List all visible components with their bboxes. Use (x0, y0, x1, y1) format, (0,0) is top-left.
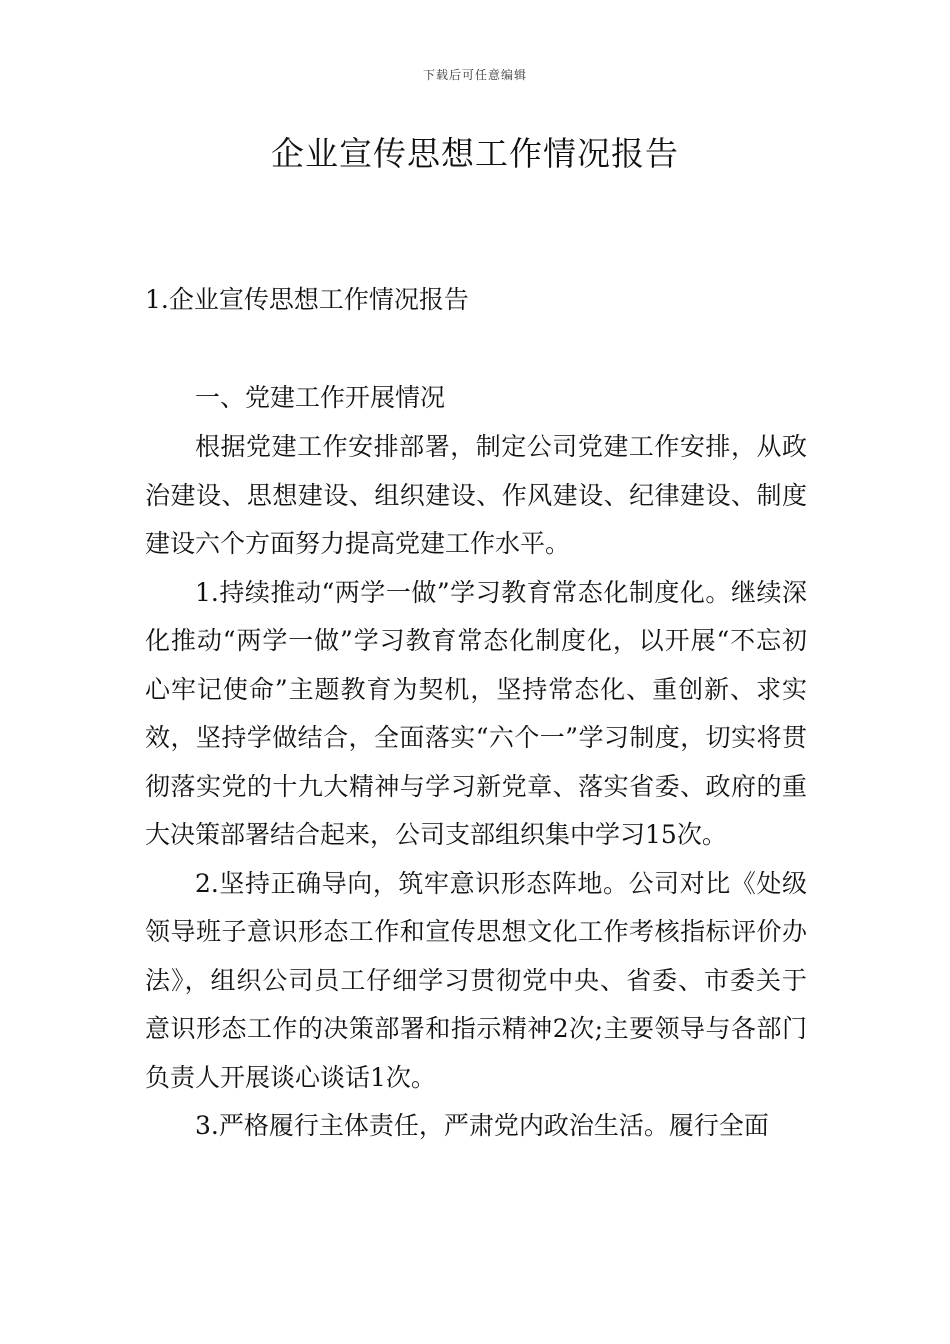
paragraph-item-3: 3.严格履行主体责任，严肃党内政治生活。履行全面 (195, 1111, 769, 1140)
body-text (145, 423, 807, 1151)
paragraph-item-2: 2.坚持正确导向，筑牢意识形态阵地。公司对比《处级领导班子意识形态工作和宣传思想文化工作考核指标评价办法》，组织公司员工仔细学习贯彻党中央、省委、市委关于意识形态工作的决策部署和指示精神2次;主要领导与各部门负责人开展谈心谈话1次。 (145, 868, 807, 1092)
header-note: 下载后可任意编辑 (422, 68, 527, 82)
section-heading: 一、党建工作开展情况 (195, 383, 446, 412)
paragraph-intro: 根据党建工作安排部署，制定公司党建工作安排，从政治建设、思想建设、组织建设、作风建设、纪律建设、制度建设六个方面努力提高党建工作水平。 (145, 432, 807, 558)
document-title: 企业宣传思想工作情况报告 (271, 134, 679, 173)
document-subtitle: 1.企业宣传思想工作情况报告 (145, 285, 469, 314)
paragraph-item-1: 1.持续推动“两学一做”学习教育常态化制度化。继续深化推动“两学一做”学习教育常态化制度化，以开展“不忘初心牢记使命”主题教育为契机，坚持常态化、重创新、求实效，坚持学做结合，全面落实“六个一”学习制度，切实将贯彻落实党的十九大精神与学习新党章、落实省委、政府的重大决策部署结合起来，公司支部组织集中学习15次。 (145, 577, 807, 849)
